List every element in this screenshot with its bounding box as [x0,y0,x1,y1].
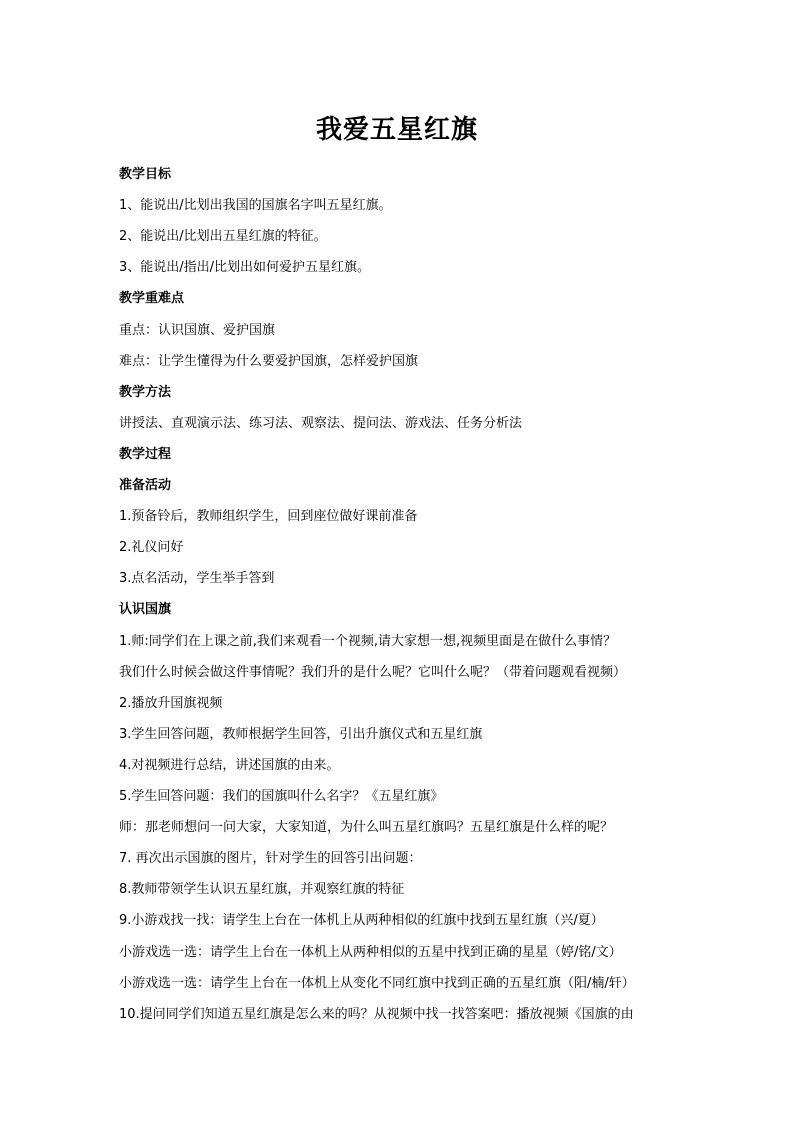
paragraph-line: 1、能说出/比划出我国的国旗名字叫五星红旗。 [119,198,392,214]
paragraph-line: 10.提问同学们知道五星红旗是怎么来的吗？从视频中找一找答案吧：播放视频《国旗的由 [119,1006,634,1022]
paragraph-line: 7. 再次出示国旗的图片，针对学生的回答引出问题： [119,851,422,867]
paragraph-line: 2.播放升国旗视频 [119,695,223,711]
section-heading: 教学目标 [119,167,172,182]
paragraph-line: 师：那老师想问一问大家，大家知道，为什么叫五星红旗吗？五星红旗是什么样的呢？ [119,820,614,836]
paragraph-line: 8.教师带领学生认识五星红旗，并观察红旗的特征 [119,882,405,898]
paragraph-line: 3、能说出/指出/比划出如何爱护五星红旗。 [119,260,371,276]
paragraph-line: 讲授法、直观演示法、练习法、观察法、提问法、游戏法、任务分析法 [119,415,523,431]
paragraph-line: 3.学生回答问题，教师根据学生回答，引出升旗仪式和五星红旗 [119,726,483,742]
paragraph-line: 小游戏选一选：请学生上台在一体机上从变化不同红旗中找到正确的五星红旗（阳/楠/轩） [119,975,635,991]
paragraph-line: 4.对视频进行总结，讲述国旗的由来。 [119,757,340,773]
paragraph-line: 1.预备铃后，教师组织学生，回到座位做好课前准备 [119,509,418,525]
paragraph-line: 小游戏选一选：请学生上台在一体机上从两种相似的五星中找到正确的星星（婷/铭/文） [119,944,622,960]
paragraph-line: 5.学生回答问题：我们的国旗叫什么名字？《五星红旗》 [119,789,444,804]
document-title: 我爱五星红旗 [315,115,478,145]
section-heading: 教学方法 [119,384,172,400]
section-heading: 教学重难点 [119,291,185,307]
paragraph-line: 我们什么时候会做这件事情呢？我们升的是什么呢？它叫什么呢？（带着问题观看视频） [119,664,627,680]
paragraph-line: 9.小游戏找一找：请学生上台在一体机上从两种相似的红旗中找到五星红旗（兴/夏） [119,913,604,929]
section-heading: 教学过程 [119,446,172,462]
paragraph-line: 3.点名活动，学生举手答到 [119,571,275,587]
paragraph-line: 1.师:同学们在上课之前,我们来观看一个视频,请大家想一想,视频里面是在做什么事情？ [119,633,617,649]
paragraph-line: 2、能说出/比划出五星红旗的特征。 [119,229,327,245]
paragraph-line: 难点：让学生懂得为什么要爱护国旗，怎样爱护国旗 [119,353,419,369]
paragraph-line: 2.礼仪问好 [119,540,184,556]
section-heading: 认识国旗 [119,602,172,618]
paragraph-line: 重点：认识国旗、爱护国旗 [119,322,276,338]
section-heading: 准备活动 [119,478,172,493]
